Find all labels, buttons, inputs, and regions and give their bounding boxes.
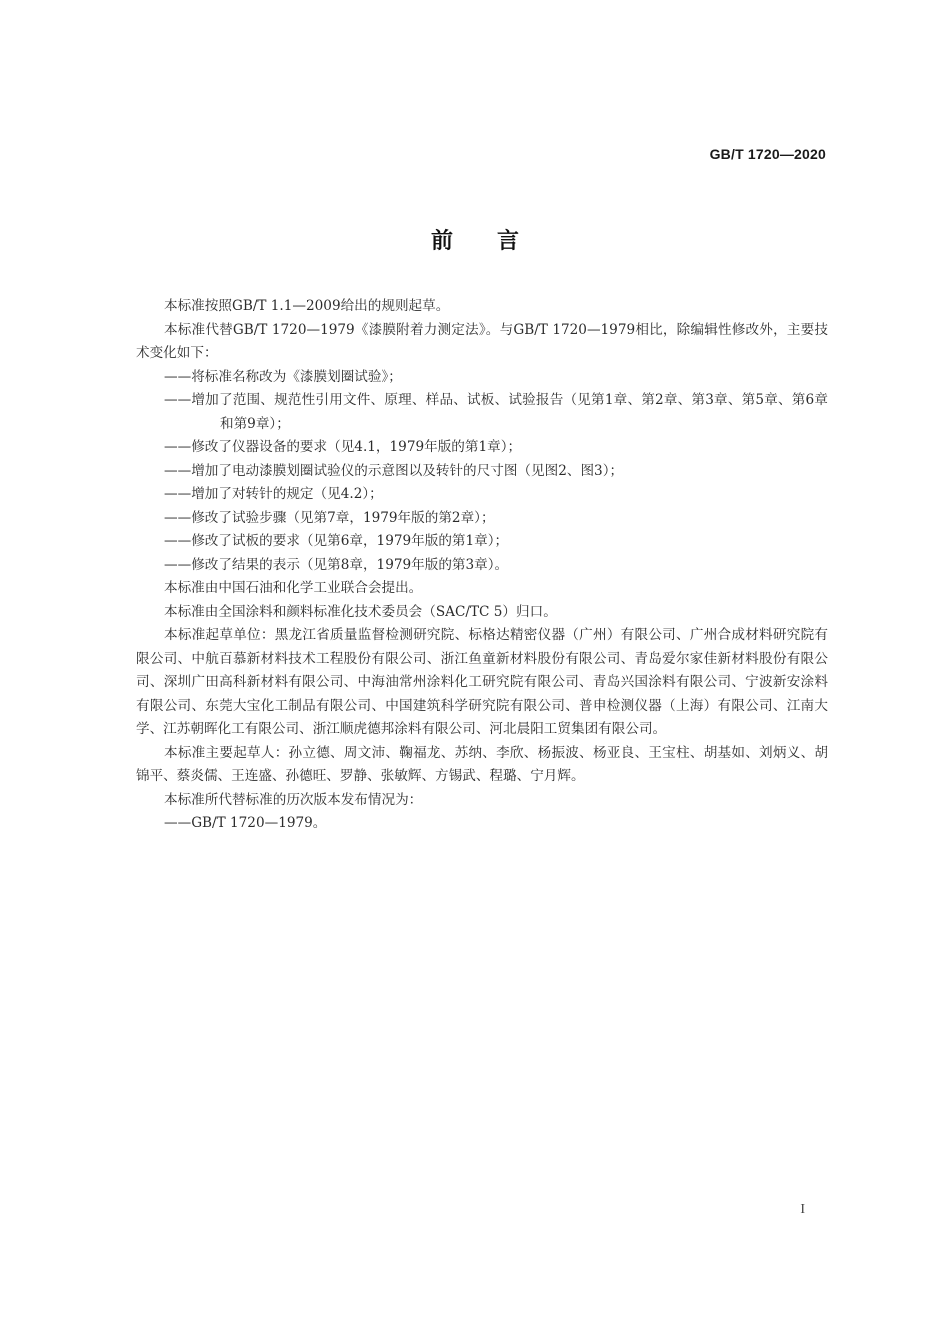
paragraph-drafters: 本标准主要起草人：孙立德、周文沛、鞠福龙、苏纳、李欣、杨振波、杨亚良、王宝柱、胡基如、刘炳义、胡锦平、蔡炎儒、王连盛、孙德旺、罗静、张敏辉、方锡武、程璐、宁月辉。 xyxy=(136,744,828,784)
list-item-change: ——增加了范围、规范性引用文件、原理、样品、试板、试验报告（见第1章、第2章、第3章、第5章、第6章和第9章）； xyxy=(164,392,828,432)
list-item-history: ——GB/T 1720—1979。 xyxy=(164,815,327,831)
standard-code: GB/T 1720—2020 xyxy=(709,146,826,162)
page-title: 前言 xyxy=(430,229,563,254)
list-item-change: ——将标准名称改为《漆膜划圈试验》； xyxy=(164,368,402,385)
paragraph-history-intro: 本标准所代替标准的历次版本发布情况为： xyxy=(164,791,423,808)
page-number: I xyxy=(800,1202,805,1217)
paragraph-replaces: 本标准代替GB/T 1720—1979《漆膜附着力测定法》。与GB/T 1720—1979相比，除编辑性修改外，主要技术变化如下： xyxy=(136,321,828,361)
foreword-body xyxy=(136,295,828,836)
list-item-change: ——修改了试板的要求（见第6章，1979年版的第1章）； xyxy=(164,533,509,549)
list-item-change: ——增加了对转针的规定（见4.2）； xyxy=(164,486,383,502)
paragraph-proposed-by: 本标准由中国石油和化学工业联合会提出。 xyxy=(164,580,423,596)
paragraph-drafting-rules: 本标准按照GB/T 1.1—2009给出的规则起草。 xyxy=(164,298,450,314)
list-item-change: ——修改了仪器设备的要求（见4.1，1979年版的第1章）； xyxy=(164,439,522,455)
list-item-change: ——修改了试验步骤（见第7章，1979年版的第2章）； xyxy=(164,509,495,526)
list-item-change: ——修改了结果的表示（见第8章，1979年版的第3章）。 xyxy=(164,556,509,573)
paragraph-under-jurisdiction: 本标准由全国涂料和颜料标准化技术委员会（SAC/TC 5）归口。 xyxy=(164,603,557,620)
list-item-change: ——增加了电动漆膜划圈试验仪的示意图以及转针的尺寸图（见图2、图3）； xyxy=(164,462,624,479)
paragraph-drafting-units: 本标准起草单位：黑龙江省质量监督检测研究院、标格达精密仪器（广州）有限公司、广州合成材料研究院有限公司、中航百慕新材料技术工程股份有限公司、浙江鱼童新材料股份有限公司、青岛爱尔家佳新材料股份有限公司、深圳广田高科新材料有限公司、中海油常州涂料化工研究院有限公司、青岛兴国涂料有限公司、宁波新安涂料有限公司、东莞大宝化工制品有限公司、中国建筑科学研究院有限公司、普申检测仪器（上海）有限公司、江南大学、江苏朝晖化工有限公司、浙江顺虎德邦涂料有限公司、河北晨阳工贸集团有限公司。 xyxy=(136,627,828,737)
